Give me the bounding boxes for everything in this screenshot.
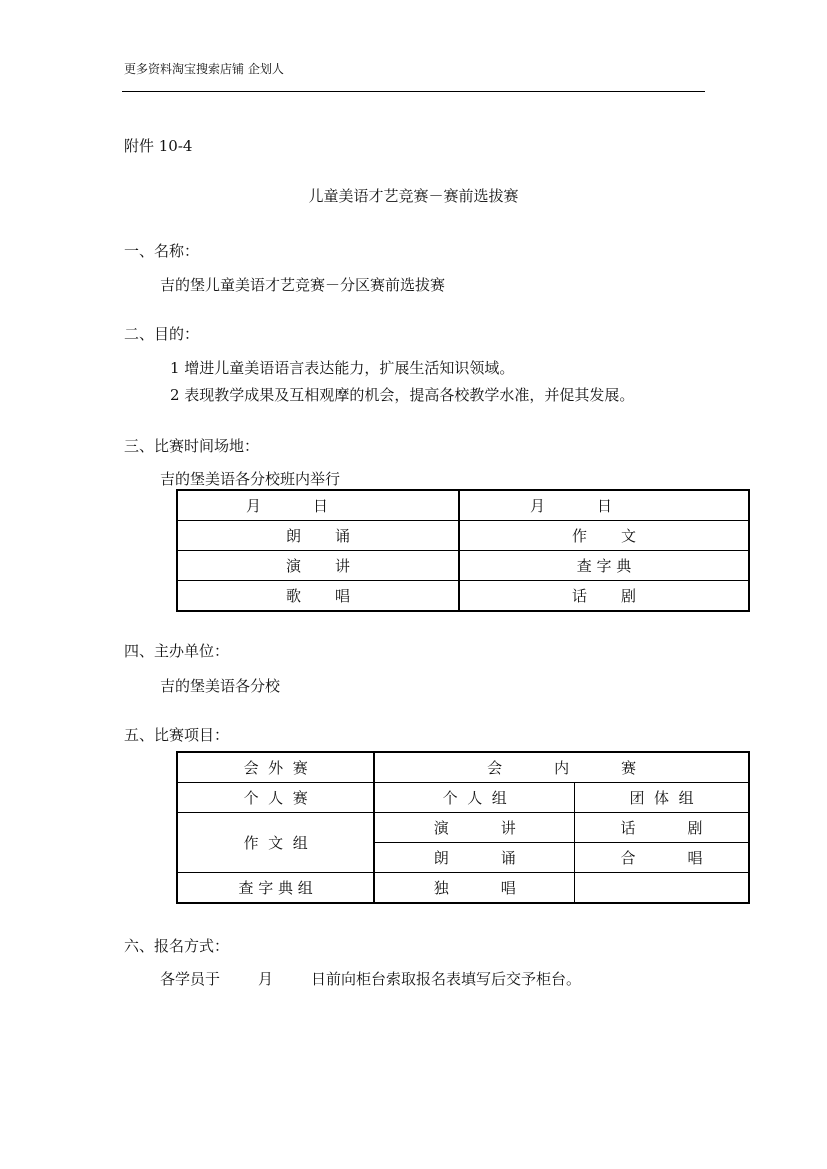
table-row — [177, 581, 749, 612]
events-table — [176, 751, 750, 904]
cell-text: 唱 — [687, 849, 703, 867]
individual-outer: 个 人 赛 — [243, 789, 308, 807]
section-time-heading: 三、比赛时间场地： — [124, 437, 260, 455]
cell-text: 合 — [620, 849, 636, 867]
inner-header-part: 内 — [554, 759, 570, 777]
table-row — [177, 490, 749, 521]
table-row — [177, 551, 749, 581]
cell-text: 歌 — [285, 587, 301, 605]
cell-text: 讲 — [335, 557, 351, 575]
cell-text: 朗 — [433, 849, 449, 867]
section-name-heading: 一、名称： — [124, 242, 200, 260]
inner-header-part: 赛 — [621, 759, 637, 777]
cell-text: 演 — [285, 557, 301, 575]
cell-text: 唱 — [335, 587, 351, 605]
cell-text: 话 — [571, 587, 587, 605]
cell-text: 诵 — [335, 527, 351, 545]
cell-text: 演 — [433, 819, 449, 837]
section-registration-heading: 六、报名方式： — [124, 937, 230, 955]
cell-text: 剧 — [621, 587, 637, 605]
cell-text: 朗 — [285, 527, 301, 545]
dictionary-group: 查 字 典 组 — [238, 879, 313, 897]
purpose-item: 2 表现教学成果及互相观摩的机会，提高各校教学水准，并促其发展。 — [170, 386, 635, 404]
cell-text: 话 — [620, 819, 636, 837]
team-group: 团 体 组 — [629, 789, 694, 807]
date-day-label: 日 — [313, 497, 329, 515]
date-day-label: 日 — [597, 497, 613, 515]
outer-match-header: 会 外 赛 — [243, 759, 308, 777]
section-time-body: 吉的堡美语各分校班内举行 — [160, 470, 341, 488]
table-row — [177, 813, 749, 843]
section-name-body: 吉的堡儿童美语才艺竞赛－分区赛前选拔赛 — [160, 276, 446, 294]
cell-text: 剧 — [687, 819, 703, 837]
header-divider — [122, 91, 705, 92]
section-organizer-body: 吉的堡美语各分校 — [160, 677, 281, 695]
header-text: 更多资料淘宝搜索店铺 企划人 — [124, 62, 284, 76]
section-organizer-heading: 四、主办单位： — [124, 642, 230, 660]
attachment-label: 附件 10-4 — [124, 137, 193, 155]
section-events-heading: 五、比赛项目： — [124, 726, 230, 744]
purpose-item: 1 增进儿童美语语言表达能力，扩展生活知识领域。 — [170, 359, 515, 377]
table-row — [177, 521, 749, 551]
cell-text: 文 — [621, 527, 637, 545]
cell-text: 独 — [433, 879, 449, 897]
registration-part: 月 — [258, 970, 274, 988]
section-registration-body — [160, 968, 581, 989]
registration-part: 各学员于 — [160, 970, 221, 988]
cell-text: 诵 — [500, 849, 516, 867]
section-purpose-heading: 二、目的： — [124, 325, 200, 343]
table-row — [177, 873, 749, 904]
date-month-label: 月 — [530, 497, 546, 515]
table-row — [177, 752, 749, 783]
composition-group: 作 文 组 — [243, 834, 308, 852]
inner-header-part: 会 — [487, 759, 503, 777]
document-title: 儿童美语才艺竞赛－赛前选拔赛 — [308, 187, 519, 205]
cell-text: 作 — [571, 527, 587, 545]
cell-text: 讲 — [500, 819, 516, 837]
individual-inner: 个 人 组 — [442, 789, 507, 807]
registration-part: 日前向柜台索取报名表填写后交予柜台。 — [311, 970, 582, 988]
table-row — [177, 783, 749, 813]
cell-text: 唱 — [500, 879, 516, 897]
schedule-table — [176, 489, 750, 612]
cell-text: 查 字 典 — [576, 557, 632, 575]
date-month-label: 月 — [246, 497, 262, 515]
